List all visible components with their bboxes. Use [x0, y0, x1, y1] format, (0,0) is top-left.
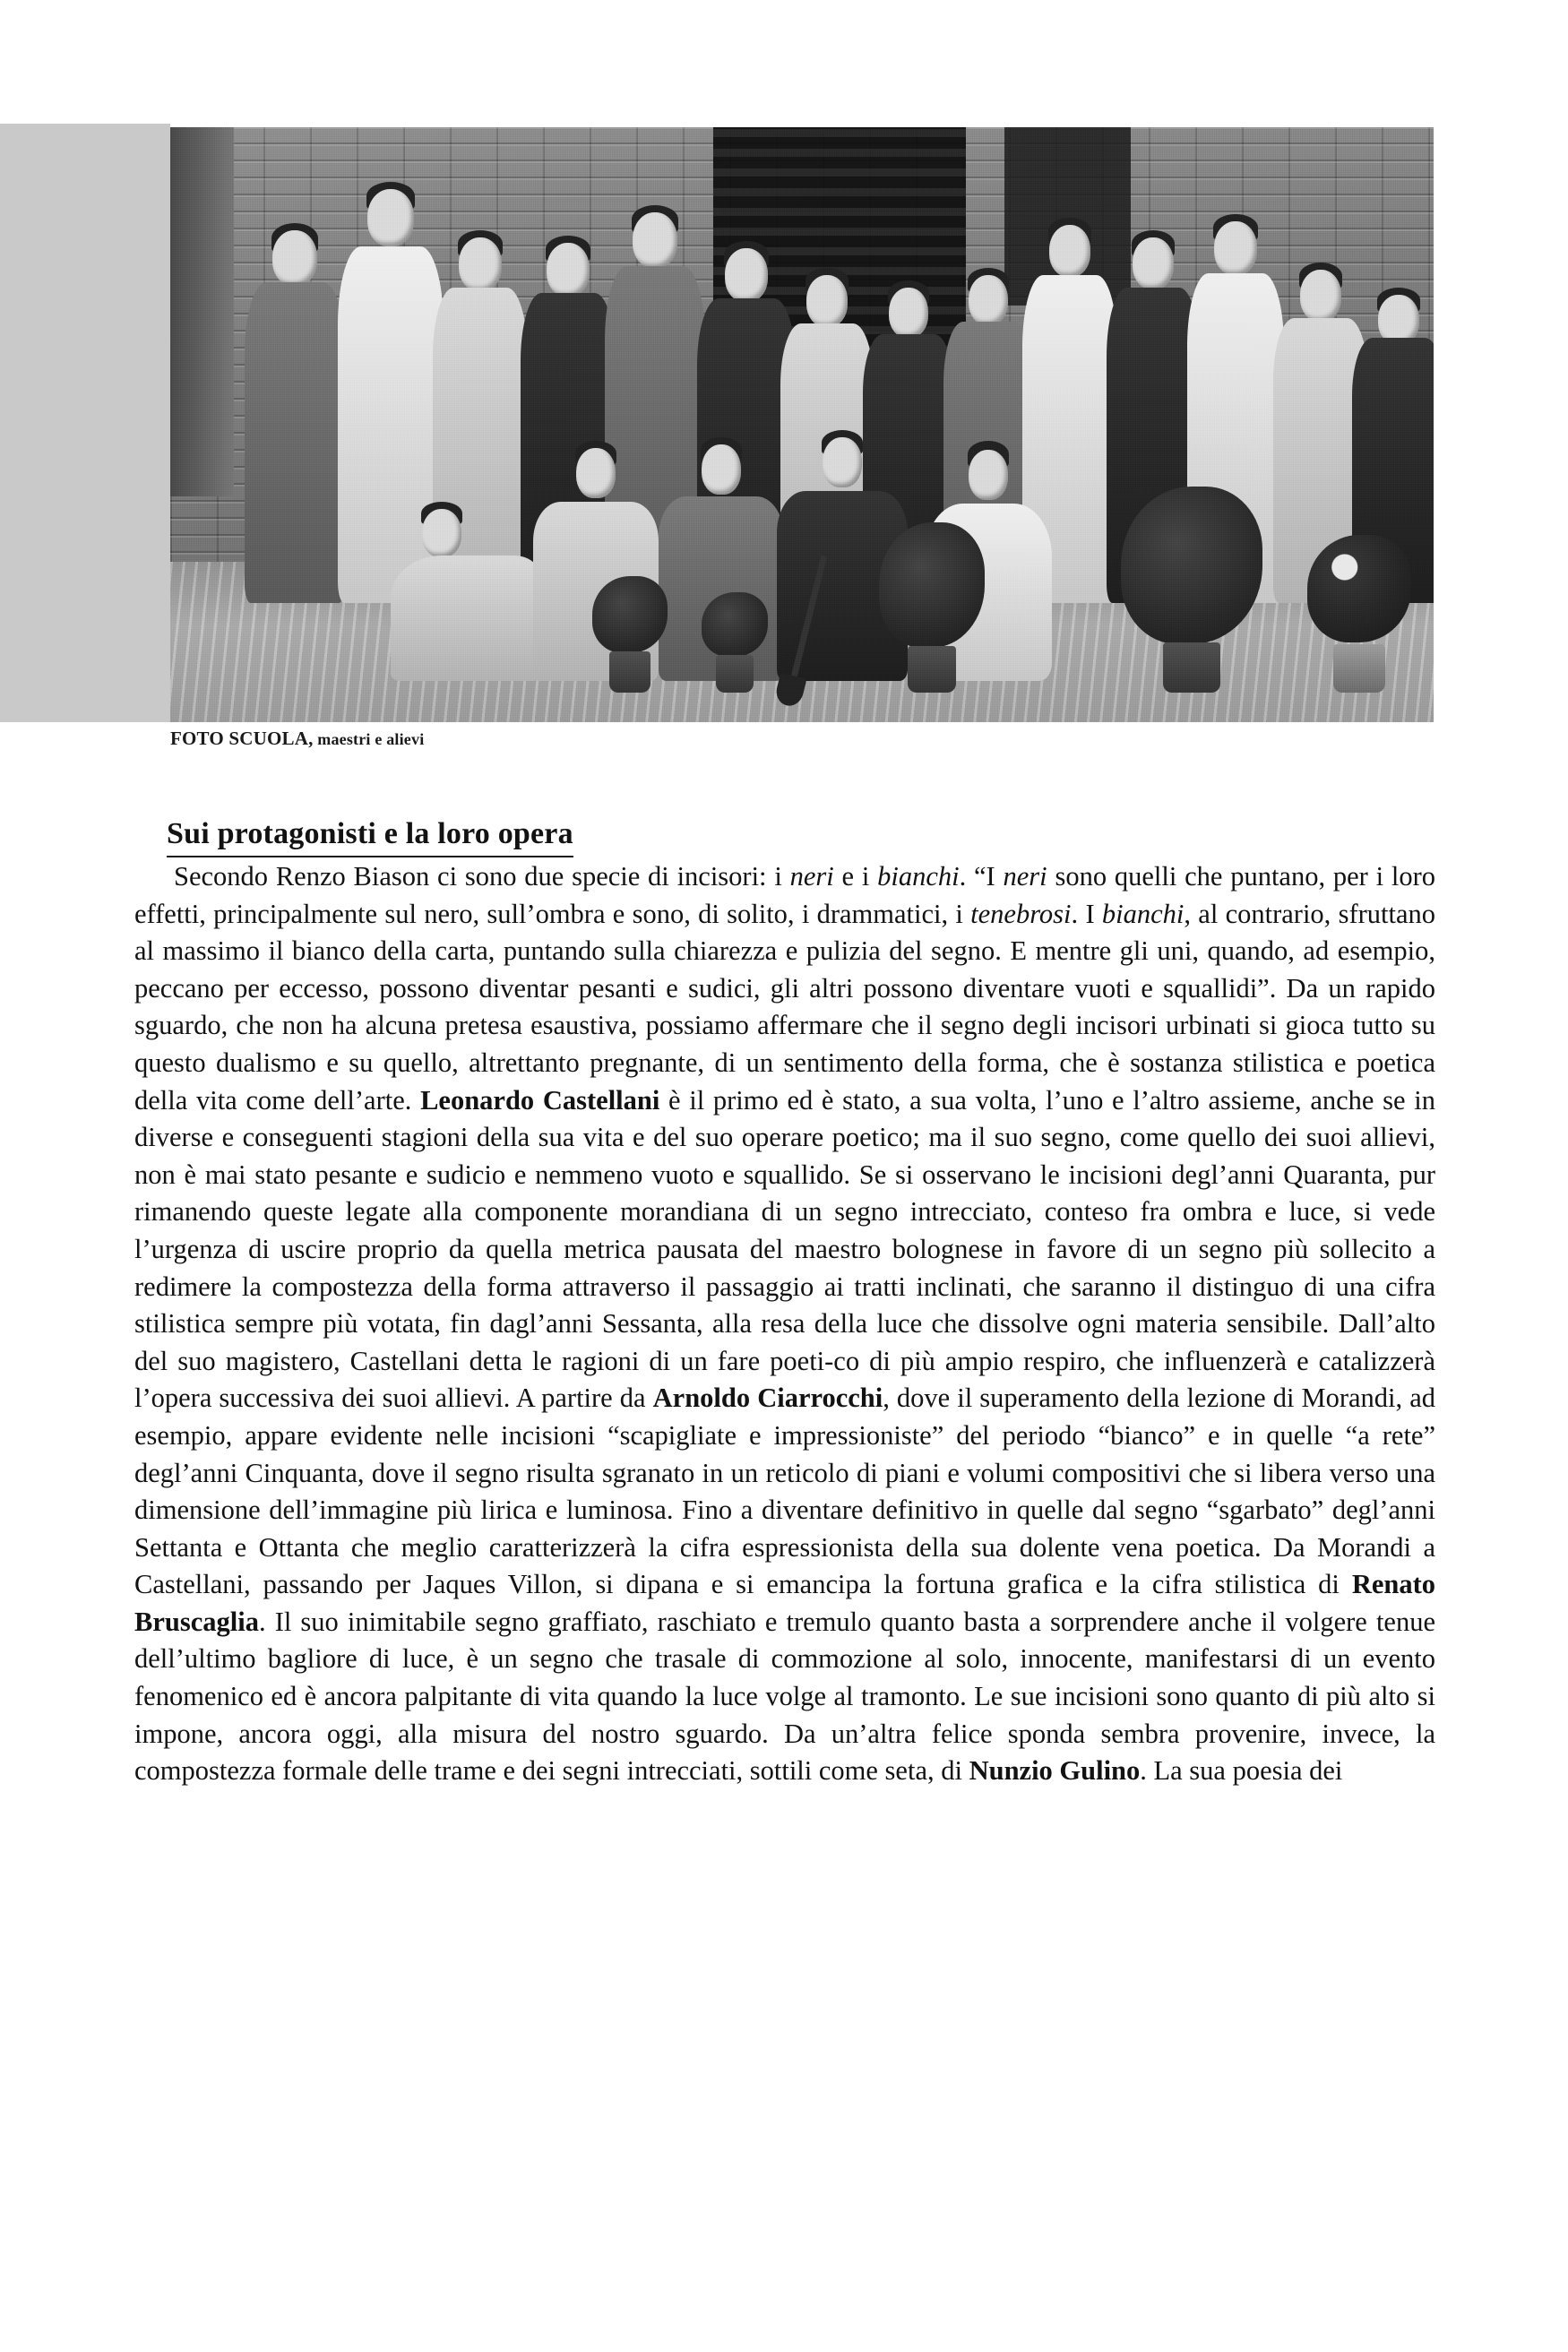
emphasis-term: neri	[789, 861, 834, 892]
potted-plant-flowering	[1306, 535, 1412, 693]
caption-subtitle: maestri e alievi	[313, 730, 425, 748]
artist-name: Leonardo Castellani	[420, 1084, 660, 1116]
person-figure-seated	[390, 502, 542, 681]
photo-caption	[170, 728, 424, 750]
person-figure	[242, 218, 348, 603]
photograph-block	[0, 124, 1434, 722]
potted-plant	[591, 576, 668, 693]
potted-plant	[701, 592, 769, 693]
scan-gutter-band	[0, 124, 170, 722]
artist-name: Renato Bruscaglia	[134, 1569, 1435, 1637]
body-text-block	[134, 858, 1435, 1790]
potted-plant	[878, 522, 986, 693]
artist-name: Nunzio Gulino	[969, 1755, 1141, 1787]
emphasis-term: tenebrosi	[970, 898, 1072, 929]
emphasis-term: bianchi	[1101, 898, 1185, 929]
emphasis-term: neri	[1003, 861, 1047, 892]
artist-name: Arnoldo Ciarrocchi	[652, 1383, 883, 1414]
potted-plant	[1120, 487, 1263, 693]
section-heading: Sui protagonisti e la loro opera	[167, 817, 573, 857]
group-photograph	[170, 127, 1434, 722]
wall-edge	[170, 127, 234, 496]
body-paragraph: Secondo Renzo Biason ci sono due specie di incisori: i neri e i bianchi. “I neri sono quelli che puntano, per i loro effetti, principalmente sul nero, sull’ombra e sono, di solito, i drammatici, i tenebrosi. I bianchi, al contrario, sfruttano al massimo il bianco della carta, puntando sulla chiarezza e pulizia del segno. E mentre gli uni, quando, ad esempio, peccano per eccesso, possono diventar pesanti e sudici, gli altri possono diventare vuoti e squallidi”. Da un rapido sguardo, che non ha alcuna pretesa esaustiva, possiamo affermare che il segno degli incisori urbinati si gioca tutto su questo dualismo e su quello, altrettanto pregnante, di un sentimento della forma, che è sostanza stilistica e poetica della vita come dell’arte. Leonardo Castellani è il primo ed è stato, a sua volta, l’uno e l’altro assieme, anche se in diverse e conseguenti stagioni della sua vita e del suo operare poetico; ma il suo segno, come quello dei suoi allievi, non è mai stato pesante e sudicio e nemmeno vuoto e squallido. Se si osservano le incisioni degl’anni Quaranta, pur rimanendo queste legate alla componente morandiana di un segno intrecciato, conteso fra ombra e luce, si vede l’urgenza di uscire proprio da quella metrica pausata del maestro bolognese in favore di un segno più sollecito a redimere la compostezza della forma attraverso il passaggio ai tratti inclinati, che saranno il distinguo di una cifra stilistica sempre più votata, fin dagl’anni Sessanta, alla resa della luce che dissolve ogni materia sensibile. Dall’alto del suo magistero, Castellani detta le ragioni di un fare poeti-co di più ampio respiro, che influenzerà e catalizzerà l’opera successiva dei suoi allievi. A partire da Arnoldo Ciarrocchi, dove il superamento della lezione di Morandi, ad esempio, appare evidente nelle incisioni “scapigliate e impressioniste” del periodo “bianco” e in quelle “a rete” degl’anni Cinquanta, dove il segno risulta sgranato in un reticolo di piani e volumi compositivi che si libera verso una dimensione dell’immagine più lirica e luminosa. Fino a diventare definitivo in quelle dal segno “sgarbato” degl’anni Settanta e Ottanta che meglio caratterizzerà la cifra espressionista della sua dolente vena poetica. Da Morandi a Castellani, passando per Jaques Villon, si dipana e si emancipa la fortuna grafica e la cifra stilistica di Renato Bruscaglia. Il suo inimitabile segno graffiato, raschiato e tremulo quanto basta a sorprendere anche il volgere tenue dell’ultimo bagliore di luce, è un segno che trasale di commozione al solo, innocente, manifestarsi di un evento fenomenico ed è ancora palpitante di vita quando la luce volge al tramonto. Le sue incisioni sono quanto di più alto si impone, ancora oggi, alla misura del nostro sguardo. Da un’altra felice sponda sembra provenire, invece, la compostezza formale delle trame e dei segni intrecciati, sottili come seta, di Nunzio Gulino. La sua poesia dei	[134, 861, 1436, 1787]
caption-main: FOTO SCUOLA,	[170, 728, 314, 749]
emphasis-term: bianchi	[877, 861, 960, 892]
